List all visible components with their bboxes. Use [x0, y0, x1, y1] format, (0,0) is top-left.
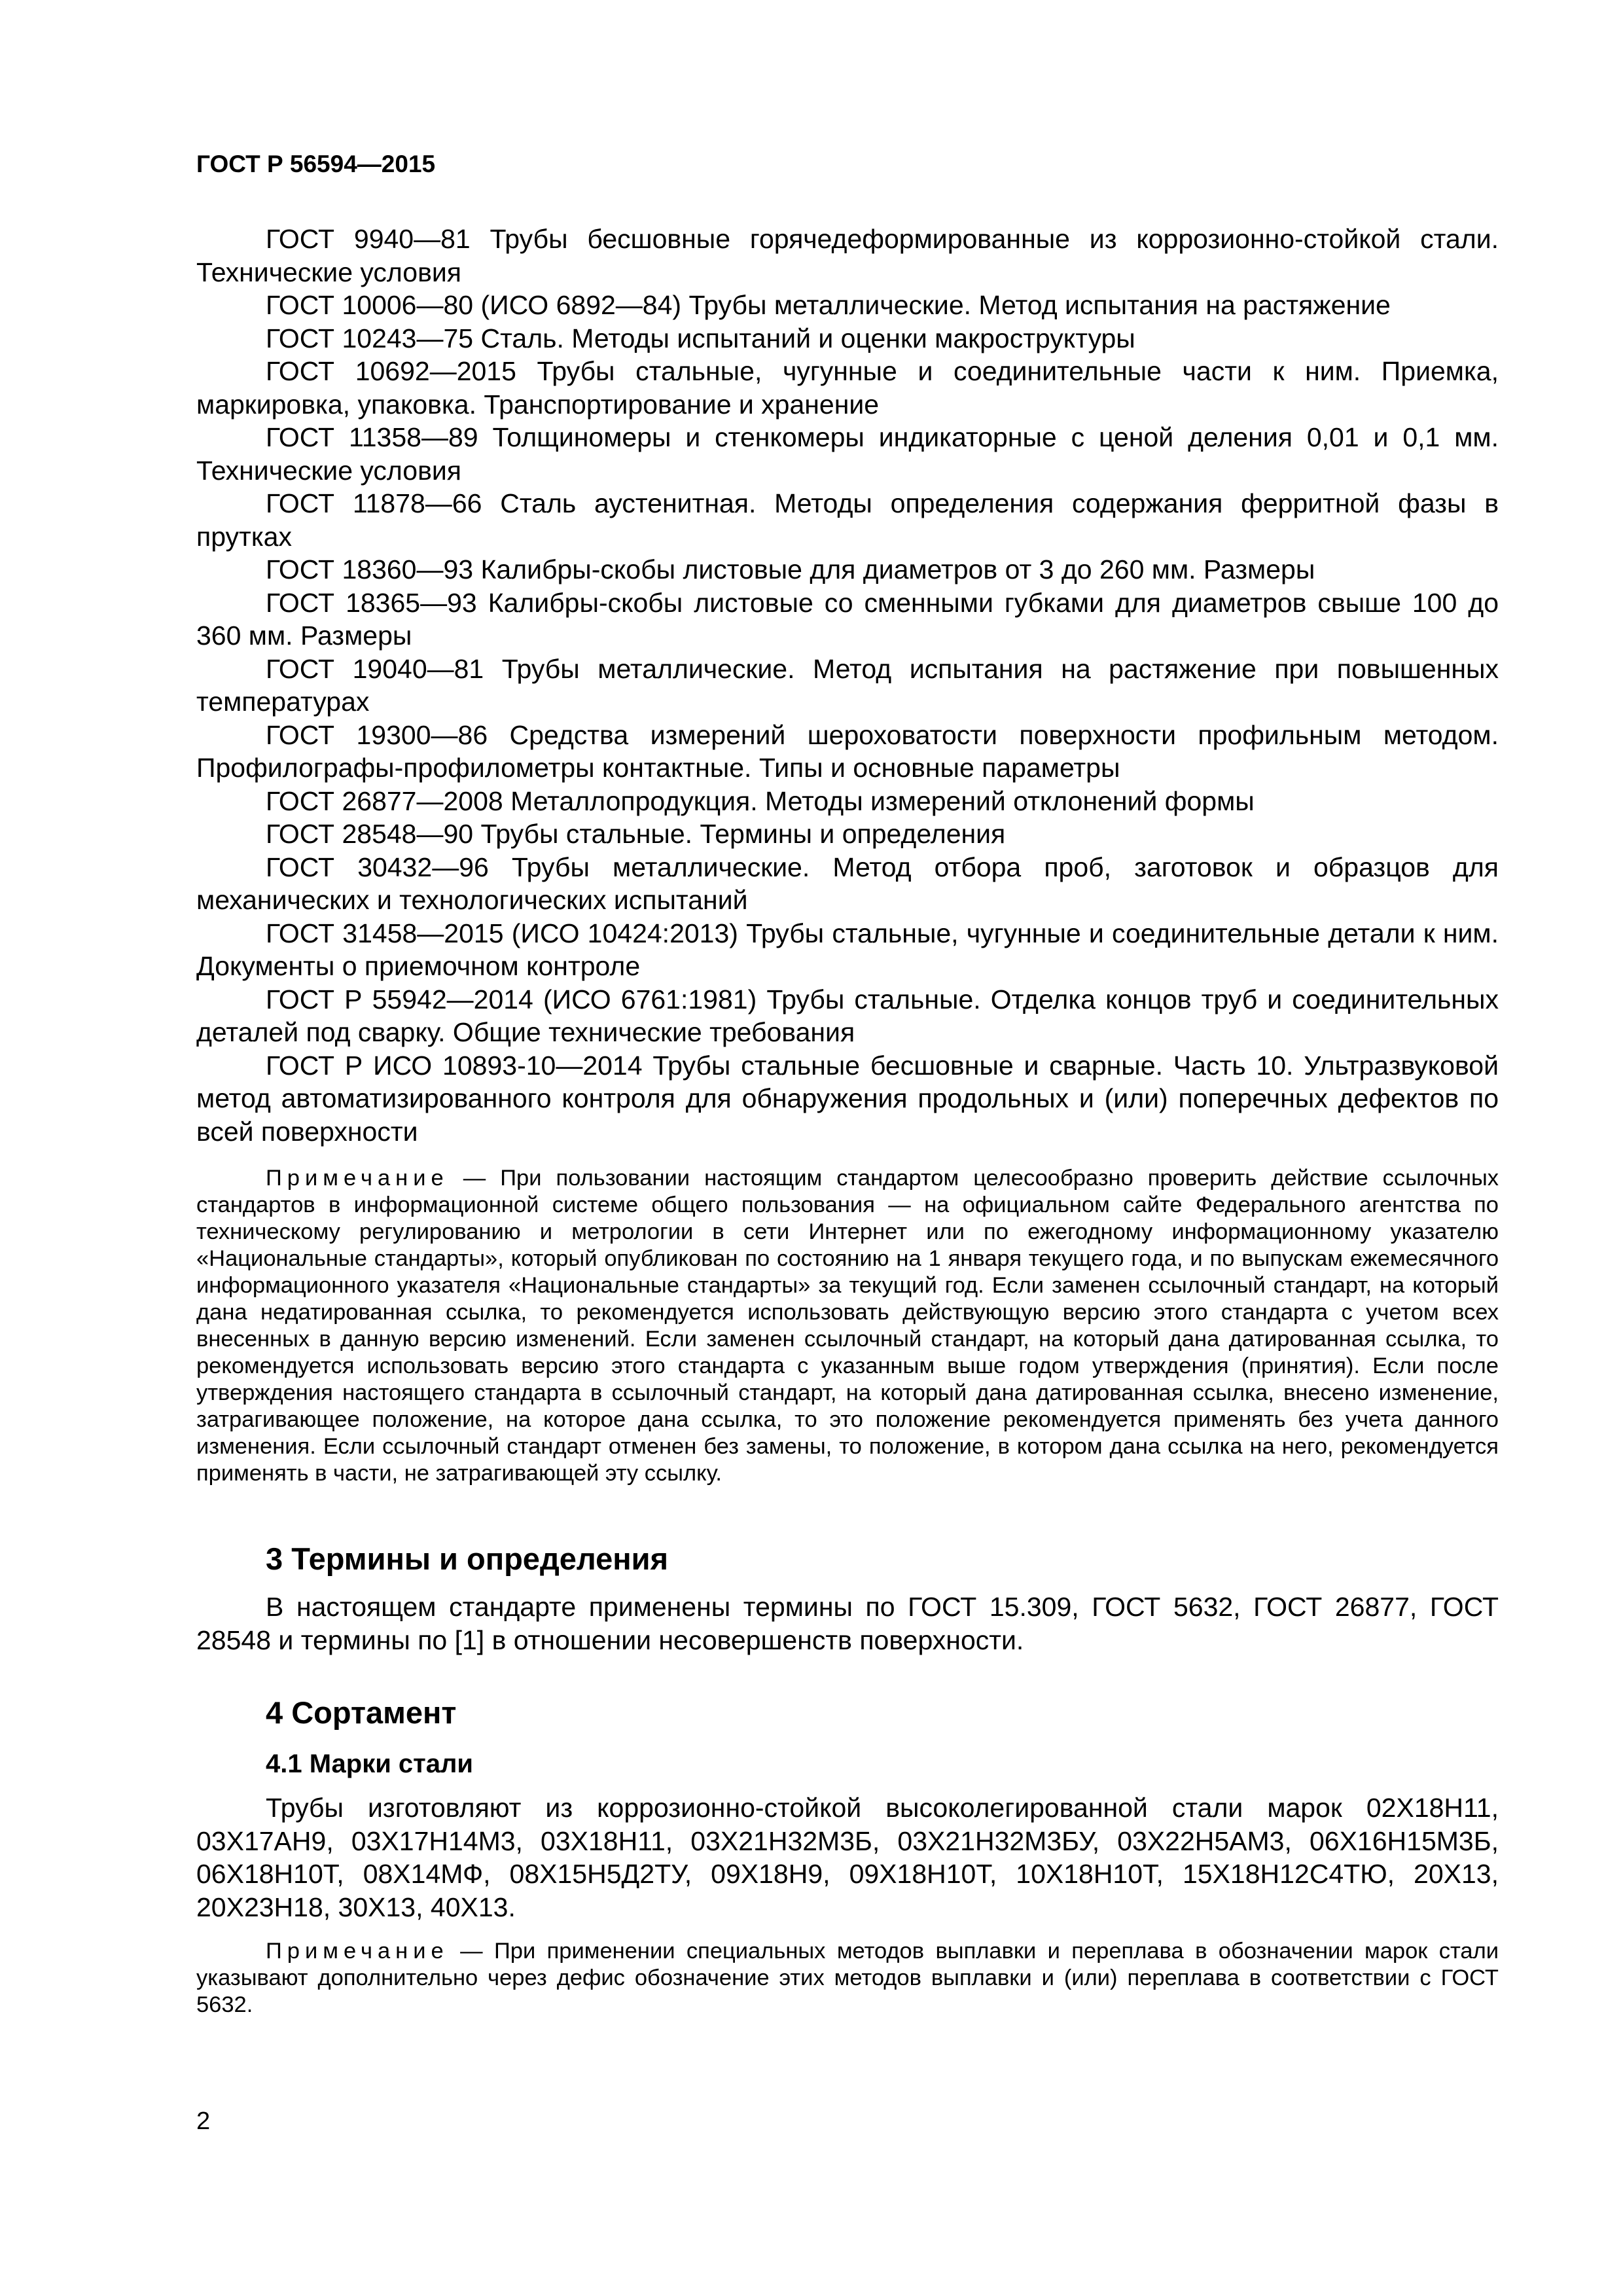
note-text: — При применении специальных методов выплавки и переплава в обозначении марок стали указывают дополнительно через дефис обозначение этих методов выплавки и (или) переплава в соответствии с ГОСТ 5632.: [196, 1939, 1499, 2017]
reference-item: ГОСТ 26877—2008 Металлопродукция. Методы измерений отклонений формы: [266, 785, 1255, 816]
note-text: — При пользовании настоящим стандартом целесообразно проверить действие ссылочных стандартов в информационной системе общего пользования — на официальном сайте Федерального агентства по техническому регулированию и метрологии в сети Интернет или по ежегодному информационному указателю «Национальные стандарты», который опубликован по состоянию на 1 января текущего года, и по выпускам ежемесячного информационного указателя «Национальные стандарты» за текущий год. Если заменен ссылочный стандарт, на который дана недатированная ссылка, то рекомендуется использовать действующую версию этого стандарта с учетом всех внесенных в данную версию изменений. Если заменен ссылочный стандарт, на который дана датированная ссылка, то рекомендуется использовать версию этого стандарта с указанным выше годом утверждения (принятия). Если после утверждения настоящего стандарта в ссылочный стандарт, на который дана датированная ссылка, внесено изменение, затрагивающее положение, на которое дана ссылка, то это положение рекомендуется применять без учета данного изменения. Если ссылочный стандарт отменен без замены, то положение, в котором дана ссылка на него, рекомендуется применять в части, не затрагивающей эту ссылку.: [196, 1166, 1499, 1486]
reference-item: ГОСТ 30432—96 Трубы металлические. Метод отбора проб, заготовок и образцов для механических и технологических испытаний: [196, 852, 1499, 915]
section-4-title: 4 Сортамент: [266, 1695, 457, 1730]
subsection-4-1-text: Трубы изготовляют из коррозионно-стойкой высоколегированной стали марок 02Х18Н11, 03Х17АН9, 03Х17Н14М3, 03Х18Н11, 03Х21Н32М3Б, 03Х21Н32М3БУ, 03Х22Н5АМ3, 06Х16Н15М3Б, 06Х18Н10Т, 08Х14МФ, 08Х15Н5Д2ТУ, 09Х18Н9, 09Х18Н10Т, 10Х18Н10Т, 15Х18Н12С4ТЮ, 20Х13, 20Х23Н18, 30Х13, 40Х13.: [196, 1793, 1499, 1922]
note-label: Примечание: [266, 1939, 449, 1964]
reference-item: ГОСТ Р ИСО 10893-10—2014 Трубы стальные бесшовные и сварные. Часть 10. Ультразвуковой метод автоматизированного контроля для обнаружения продольных и (или) поперечных дефектов по всей поверхности: [196, 1050, 1499, 1147]
steel-grades-note: [196, 1938, 1499, 2018]
reference-item: ГОСТ 10243—75 Сталь. Методы испытаний и оценки макроструктуры: [266, 323, 1135, 353]
section-3-text: В настоящем стандарте применены термины по ГОСТ 15.309, ГОСТ 5632, ГОСТ 26877, ГОСТ 28548 и термины по [1] в отношении несовершенств поверхности.: [196, 1592, 1499, 1655]
reference-item: ГОСТ 19300—86 Средства измерений шероховатости поверхности профильным методом. Профилографы-профилометры контактные. Типы и основные параметры: [196, 719, 1499, 783]
reference-item: ГОСТ 19040—81 Трубы металлические. Метод испытания на растяжение при повышенных температурах: [196, 653, 1499, 717]
page-number: 2: [196, 2108, 211, 2135]
reference-item: ГОСТ 18365—93 Калибры-скобы листовые со сменными губками для диаметров свыше 100 до 360 мм. Размеры: [196, 587, 1499, 651]
page-header: ГОСТ Р 56594—2015: [196, 151, 436, 177]
section-3-title: 3 Термины и определения: [266, 1541, 668, 1576]
reference-item: ГОСТ 10692—2015 Трубы стальные, чугунные и соединительные части к ним. Приемка, маркировка, упаковка. Транспортирование и хранение: [196, 356, 1499, 420]
references-note: [196, 1165, 1499, 1487]
subsection-4-1-title: 4.1 Марки стали: [266, 1749, 474, 1778]
reference-item: ГОСТ 9940—81 Трубы бесшовные горячедеформированные из коррозионно-стойкой стали. Технические условия: [196, 224, 1499, 287]
reference-item: ГОСТ 18360—93 Калибры-скобы листовые для диаметров от 3 до 260 мм. Размеры: [266, 554, 1315, 584]
note-label: Примечание: [266, 1166, 449, 1191]
normative-references-list: [196, 223, 1499, 1148]
reference-item: ГОСТ 10006—80 (ИСО 6892—84) Трубы металлические. Метод испытания на растяжение: [266, 290, 1391, 320]
reference-item: ГОСТ 28548—90 Трубы стальные. Термины и определения: [266, 819, 1006, 849]
reference-item: ГОСТ 31458—2015 (ИСО 10424:2013) Трубы стальные, чугунные и соединительные детали к ним. Документы о приемочном контроле: [196, 918, 1499, 981]
document-body: [196, 223, 1499, 2018]
reference-item: ГОСТ Р 55942—2014 (ИСО 6761:1981) Трубы стальные. Отделка концов труб и соединительных деталей под сварку. Общие технические требования: [196, 984, 1499, 1047]
reference-item: ГОСТ 11878—66 Сталь аустенитная. Методы определения содержания ферритной фазы в прутках: [196, 488, 1499, 552]
reference-item: ГОСТ 11358—89 Толщиномеры и стенкомеры индикаторные с ценой деления 0,01 и 0,1 мм. Технические условия: [196, 422, 1499, 486]
